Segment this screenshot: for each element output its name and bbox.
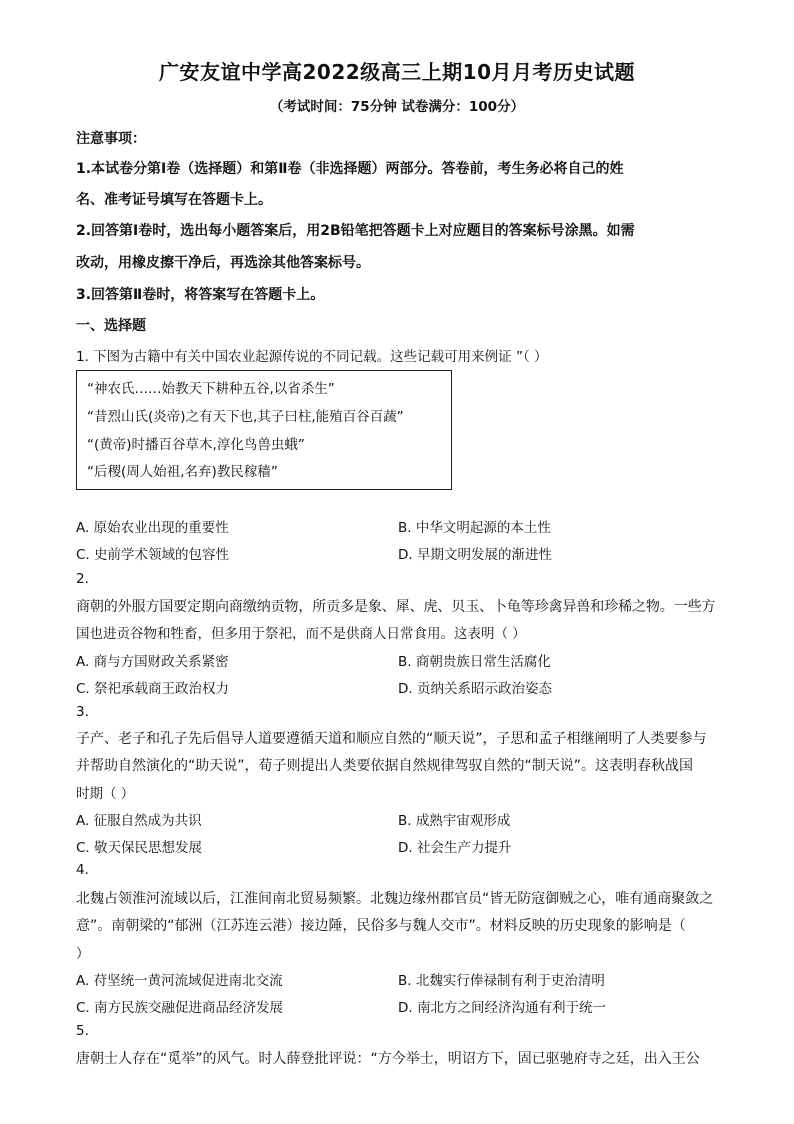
question-2-number: 2. [76, 571, 89, 587]
notice-heading: 注意事项： [76, 131, 146, 147]
question-1-option-b: B. 中华文明起源的本土性 [398, 520, 551, 536]
question-5-number: 5. [76, 1023, 89, 1039]
notice-item-1-cont: 名、准考证号填写在答题卡上。 [76, 192, 272, 208]
question-1-option-a: A. 原始农业出现的重要性 [76, 520, 229, 536]
quote-line: “(黄帝)时播百谷草木,淳化鸟兽虫蛾” [87, 437, 305, 453]
quote-line: “神农氏……始教天下耕种五谷,以省杀生” [87, 381, 335, 397]
notice-item-2-cont: 改动，用橡皮擦干净后，再选涂其他答案标号。 [76, 255, 370, 271]
question-2-option-d: D. 贡纳关系昭示政治姿态 [398, 681, 552, 697]
question-3-number: 3. [76, 704, 89, 720]
exam-info-subtitle: （考试时间：75分钟 试卷满分：100分） [269, 99, 525, 115]
question-4-option-a: A. 苻坚统一黄河流域促进南北交流 [76, 973, 283, 989]
question-3-option-a: A. 征服自然成为共识 [76, 813, 202, 829]
page-title: 广安友谊中学高2022级高三上期10月月考历史试题 [159, 60, 635, 84]
question-3-option-c: C. 敬天保民思想发展 [76, 840, 203, 856]
question-4-stem-line-3: ） [76, 946, 90, 962]
question-1-stem: 1. 下图为古籍中有关中国农业起源传说的不同记载。这些记载可用来例证 ”（ ） [76, 349, 548, 365]
question-5-stem-line-1: 唐朝士人存在“觅举”的风气。时人薛登批评说：“方今举士，明诏方下，固已驱驰府寺之廷，出入王公 [76, 1051, 700, 1067]
question-4-stem-line-1: 北魏占领淮河流域以后，江淮间南北贸易频繁。北魏边缘州郡官员“皆无防寇御贼之心，唯有通商聚敛之 [76, 891, 714, 907]
question-4-stem-line-2: 意”。南朝梁的“郁洲（江苏连云港）接边陲，民俗多与魏人交市”。材料反映的历史现象的影响是（ [76, 918, 686, 934]
question-2-stem-line-2: 国也进贡谷物和牲畜，但多用于祭祀，而不是供商人日常食用。这表明（ ） [76, 626, 526, 642]
question-2-stem-line-1: 商朝的外服方国要定期向商缴纳贡物，所贡多是象、犀、虎、贝玉、卜龟等珍禽异兽和珍稀之物。一些方 [76, 599, 716, 615]
notice-item-2: 2.回答第Ⅰ卷时，选出每小题答案后，用2B铅笔把答题卡上对应题目的答案标号涂黑。如需 [76, 223, 635, 239]
question-1-option-c: C. 史前学术领域的包容性 [76, 547, 230, 563]
question-3-stem-line-2: 并帮助自然演化的“助天说”，荀子则提出人类要依据自然规律驾驭自然的“制天说”。这表明春秋战国 [76, 758, 694, 774]
question-4-option-d: D. 南北方之间经济沟通有利于统一 [398, 1000, 606, 1016]
notice-item-3: 3.回答第Ⅱ卷时，将答案写在答题卡上。 [76, 287, 325, 303]
question-3-option-d: D. 社会生产力提升 [398, 840, 512, 856]
question-1-quote-box [76, 370, 452, 490]
question-2-option-b: B. 商朝贵族日常生活腐化 [398, 654, 551, 670]
question-2-option-c: C. 祭祀承载商王政治权力 [76, 681, 230, 697]
question-4-option-b: B. 北魏实行俸禄制有利于吏治清明 [398, 973, 605, 989]
question-4-option-c: C. 南方民族交融促进商品经济发展 [76, 1000, 284, 1016]
quote-line: “后稷(周人始祖,名弃)教民稼穑” [87, 464, 278, 480]
question-4-number: 4. [76, 862, 89, 878]
question-2-option-a: A. 商与方国财政关系紧密 [76, 654, 229, 670]
section-heading: 一、选择题 [76, 318, 146, 334]
question-3-option-b: B. 成熟宇宙观形成 [398, 813, 511, 829]
quote-line: “昔烈山氏(炎帝)之有天下也,其子曰柱,能殖百谷百蔬” [87, 409, 404, 425]
notice-item-1: 1.本试卷分第Ⅰ卷（选择题）和第Ⅱ卷（非选择题）两部分。答卷前，考生务必将自己的姓 [76, 161, 624, 177]
question-3-stem-line-1: 子产、老子和孔子先后倡导人道要遵循天道和顺应自然的“顺天说”，子思和孟子相继阐明了人类要参与 [76, 731, 707, 747]
question-3-stem-line-3: 时期（ ） [76, 786, 135, 802]
question-1-option-d: D. 早期文明发展的渐进性 [398, 547, 552, 563]
